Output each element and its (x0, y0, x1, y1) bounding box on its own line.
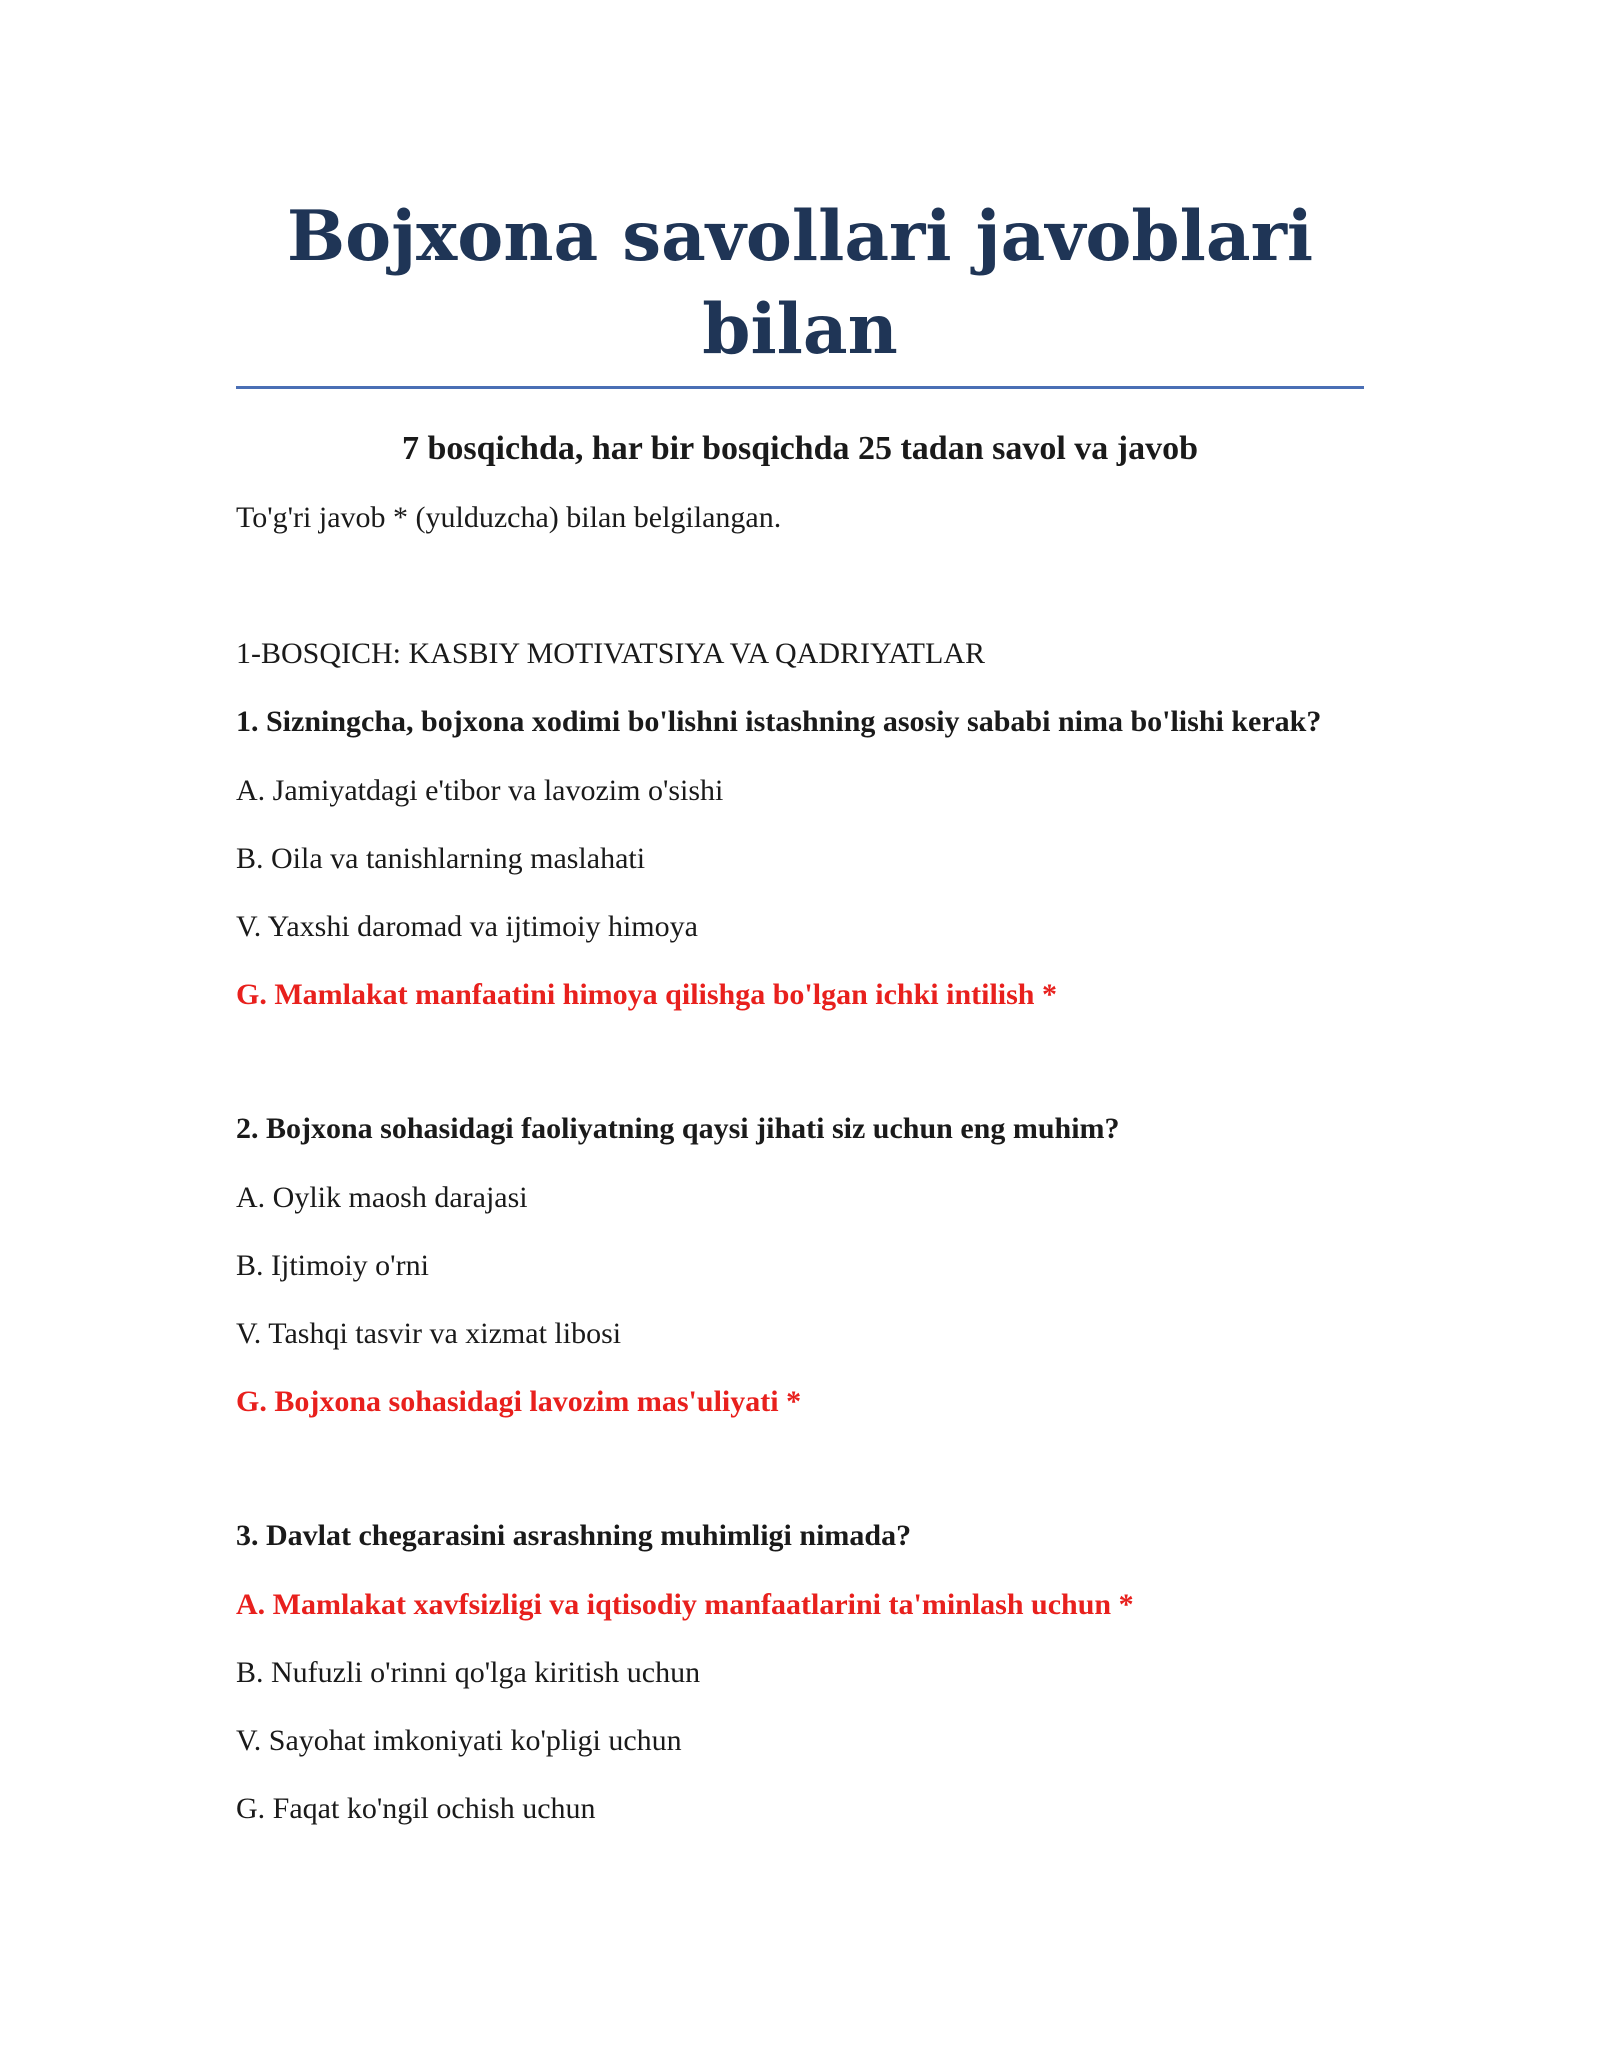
answer-option: A. Oylik maosh darajasi (236, 1181, 528, 1214)
correct-answer-option: A. Mamlakat xavfsizligi va iqtisodiy manfaatlarini ta'minlash uchun * (236, 1588, 1134, 1621)
question-text: 2. Bojxona sohasidagi faoliyatning qaysi jihati siz uchun eng muhim? (236, 1112, 1120, 1145)
page-title: Bojxona savollari javoblari bilan (236, 190, 1364, 389)
answer-option: V. Yaxshi daromad va ijtimoiy himoya (236, 910, 698, 943)
stage-heading: 1-BOSQICH: KASBIY MOTIVATSIYA VA QADRIYATLAR (236, 637, 985, 670)
answer-key-note: To'g'ri javob * (yulduzcha) bilan belgilangan. (236, 501, 782, 534)
answer-option: G. Faqat ko'ngil ochish uchun (236, 1792, 596, 1825)
answer-option: B. Nufuzli o'rinni qo'lga kiritish uchun (236, 1656, 701, 1689)
answer-option: B. Oila va tanishlarning maslahati (236, 842, 646, 875)
correct-answer-option: G. Bojxona sohasidagi lavozim mas'uliyati * (236, 1385, 802, 1418)
document-page (236, 0, 1364, 1828)
page-subtitle: 7 bosqichda, har bir bosqichda 25 tadan savol va javob (401, 430, 1199, 467)
answer-option: V. Tashqi tasvir va xizmat libosi (236, 1317, 622, 1350)
question-block (236, 1515, 1364, 1828)
question-text: 3. Davlat chegarasini asrashning muhimligi nimada? (236, 1519, 912, 1552)
question-text: 1. Sizningcha, bojxona xodimi bo'lishni istashning asosiy sababi nima bo'lishi kerak? (236, 705, 1322, 738)
answer-option: A. Jamiyatdagi e'tibor va lavozim o'sishi (236, 774, 724, 807)
answer-option: B. Ijtimoiy o'rni (236, 1249, 429, 1282)
question-block (236, 1108, 1364, 1421)
answer-option: V. Sayohat imkoniyati ko'pligi uchun (236, 1724, 682, 1757)
question-block (236, 701, 1364, 1014)
correct-answer-option: G. Mamlakat manfaatini himoya qilishga bo'lgan ichki intilish * (236, 978, 1057, 1011)
